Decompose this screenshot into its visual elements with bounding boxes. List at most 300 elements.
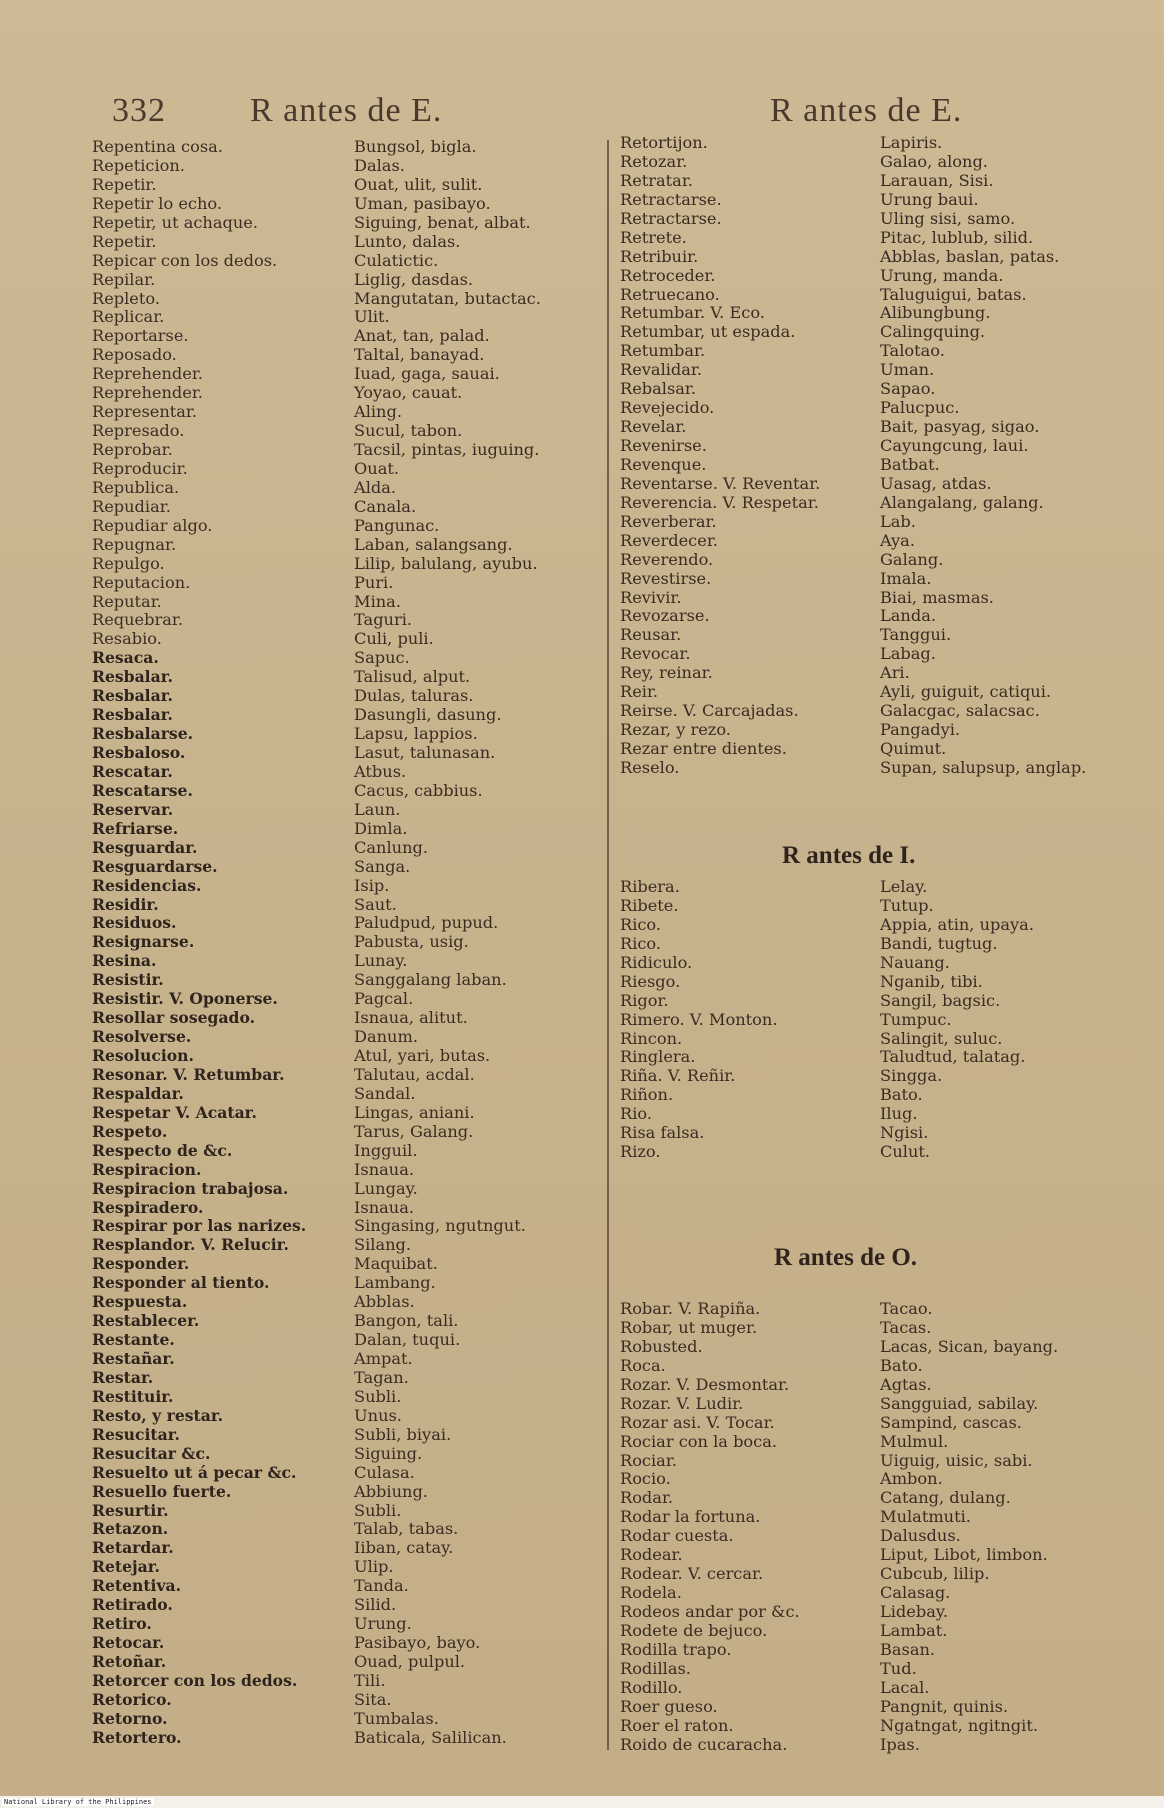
dictionary-entry bbox=[92, 1691, 592, 1710]
dictionary-entry bbox=[92, 1255, 592, 1274]
dictionary-entry bbox=[92, 403, 592, 422]
dictionary-entry bbox=[92, 1274, 592, 1293]
translation: Bait, pasyag, sigao. bbox=[880, 417, 1040, 437]
spanish-term: Roido de cucaracha. bbox=[620, 1734, 788, 1754]
spanish-term: Respiradero. bbox=[92, 1197, 204, 1217]
translation: Mulatmuti. bbox=[880, 1507, 971, 1527]
translation: Catang, dulang. bbox=[880, 1488, 1011, 1508]
dictionary-entry bbox=[92, 441, 592, 460]
spanish-term: Reprehender. bbox=[92, 364, 203, 384]
dictionary-entry bbox=[620, 494, 1160, 513]
translation: Ipas. bbox=[880, 1734, 920, 1754]
dictionary-entry bbox=[620, 645, 1160, 664]
spanish-term: Retentiva. bbox=[92, 1576, 182, 1596]
dictionary-entry bbox=[92, 1350, 592, 1369]
spanish-term: Reselo. bbox=[620, 757, 680, 777]
translation: Lunto, dalas. bbox=[354, 231, 461, 251]
dictionary-entry bbox=[92, 1426, 592, 1445]
spanish-term: Reportarse. bbox=[92, 326, 189, 346]
spanish-term: Retribuir. bbox=[620, 246, 699, 266]
translation: Silang. bbox=[354, 1235, 412, 1255]
translation: Abbiung. bbox=[354, 1481, 428, 1501]
dictionary-entry bbox=[92, 1464, 592, 1483]
spanish-term: Rezar, y rezo. bbox=[620, 720, 731, 740]
translation: Pagcal. bbox=[354, 989, 414, 1009]
spanish-term: Reprehender. bbox=[92, 383, 203, 403]
dictionary-entry bbox=[620, 399, 1160, 418]
dictionary-entry bbox=[620, 1124, 1160, 1143]
translation: Baticala, Salilican. bbox=[354, 1727, 507, 1747]
dictionary-entry bbox=[620, 1584, 1160, 1603]
dictionary-entry bbox=[620, 304, 1160, 323]
spanish-term: Ringlera. bbox=[620, 1047, 696, 1067]
spanish-term: Repetir lo echo. bbox=[92, 193, 223, 213]
dictionary-entry bbox=[620, 1622, 1160, 1641]
translation: Ouat, ulit, sulit. bbox=[354, 174, 483, 194]
dictionary-entry bbox=[92, 1180, 592, 1199]
translation: Laban, salangsang. bbox=[354, 534, 513, 554]
dictionary-entry bbox=[92, 1199, 592, 1218]
translation: Tacas. bbox=[880, 1317, 932, 1337]
dictionary-entry bbox=[92, 611, 592, 630]
translation: Uasag, atdas. bbox=[880, 473, 992, 493]
dictionary-entry bbox=[92, 1539, 592, 1558]
spanish-term: Revivir. bbox=[620, 587, 682, 607]
section-title-r-antes-de-i: R antes de I. bbox=[782, 842, 916, 869]
spanish-term: Rodar la fortuna. bbox=[620, 1507, 761, 1527]
spanish-term: Refriarse. bbox=[92, 818, 179, 838]
translation: Pitac, lublub, silid. bbox=[880, 227, 1034, 247]
spanish-term: Reprobar. bbox=[92, 440, 173, 459]
spanish-term: Respirar por las narizes. bbox=[92, 1216, 307, 1236]
translation: Isnaua. bbox=[354, 1197, 414, 1217]
spanish-term: Ribete. bbox=[620, 895, 679, 915]
spanish-term: Replicar. bbox=[92, 307, 165, 327]
translation: Taguri. bbox=[354, 610, 413, 630]
spanish-term: Retoñar. bbox=[92, 1652, 167, 1671]
spanish-term: Retumbar. V. Eco. bbox=[620, 303, 765, 323]
dictionary-entry bbox=[92, 176, 592, 195]
dictionary-entry bbox=[92, 1161, 592, 1180]
dictionary-entry bbox=[620, 172, 1160, 191]
translation: Biai, masmas. bbox=[880, 587, 994, 607]
spanish-term: Revocar. bbox=[620, 644, 691, 664]
translation: Ouad, pulpul. bbox=[354, 1652, 466, 1671]
spanish-term: Respuesta. bbox=[92, 1292, 188, 1312]
translation: Lapsu, lappios. bbox=[354, 724, 478, 744]
spanish-term: Resolucion. bbox=[92, 1046, 194, 1065]
dictionary-entry bbox=[92, 971, 592, 990]
dictionary-entry bbox=[92, 1520, 592, 1539]
spanish-term: Repudiar algo. bbox=[92, 515, 213, 535]
translation: Nganib, tibi. bbox=[880, 971, 983, 991]
translation: Maquibat. bbox=[354, 1254, 438, 1274]
dictionary-entry bbox=[620, 153, 1160, 172]
translation: Canlung. bbox=[354, 837, 428, 857]
translation: Mina. bbox=[354, 591, 401, 611]
spanish-term: Rodillas. bbox=[620, 1658, 691, 1678]
spanish-term: Respeto. bbox=[92, 1121, 168, 1141]
dictionary-entry bbox=[92, 460, 592, 479]
translation: Salingit, suluc. bbox=[880, 1028, 1003, 1048]
spanish-term: Retocar. bbox=[92, 1633, 165, 1653]
spanish-term: Represado. bbox=[92, 421, 185, 441]
spanish-term: Responder al tiento. bbox=[92, 1273, 270, 1293]
translation: Taludtud, talatag. bbox=[880, 1047, 1026, 1067]
translation: Culut. bbox=[880, 1142, 931, 1162]
dictionary-entry bbox=[92, 536, 592, 555]
translation: Lacal. bbox=[880, 1677, 930, 1697]
dictionary-entry bbox=[620, 1527, 1160, 1546]
translation: Tanggui. bbox=[880, 625, 952, 645]
spanish-term: Rescatarse. bbox=[92, 780, 193, 800]
translation: Tarus, Galang. bbox=[354, 1121, 474, 1141]
translation: Pangadyi. bbox=[880, 720, 961, 740]
translation: Talotao. bbox=[880, 341, 945, 361]
translation: Talab, tabas. bbox=[354, 1519, 459, 1539]
spanish-term: Rico. bbox=[620, 914, 662, 934]
dictionary-entry bbox=[92, 1558, 592, 1577]
translation: Bato. bbox=[880, 1355, 923, 1375]
spanish-term: Restañar. bbox=[92, 1349, 175, 1368]
spanish-term: Retorcer con los dedos. bbox=[92, 1670, 298, 1690]
page-number: 332 bbox=[112, 92, 166, 129]
dictionary-entry bbox=[92, 649, 592, 668]
translation: Culasa. bbox=[354, 1462, 415, 1482]
spanish-term: Reusar. bbox=[620, 625, 682, 645]
spanish-term: Retumbar, ut espada. bbox=[620, 322, 796, 342]
dictionary-entry bbox=[620, 418, 1160, 437]
spanish-term: Repleto. bbox=[92, 288, 160, 308]
spanish-term: Retruecano. bbox=[620, 284, 720, 304]
translation: Sanga. bbox=[354, 856, 411, 876]
spanish-term: Revenque. bbox=[620, 454, 707, 474]
spanish-term: Ribera. bbox=[620, 877, 680, 896]
dictionary-entry bbox=[620, 1433, 1160, 1452]
translation: Lambang. bbox=[354, 1273, 436, 1293]
translation: Dulas, taluras. bbox=[354, 686, 474, 706]
translation: Mangutatan, butactac. bbox=[354, 288, 541, 308]
spanish-term: Resbaloso. bbox=[92, 743, 186, 762]
dictionary-entry bbox=[620, 664, 1160, 683]
spanish-term: Resignarse. bbox=[92, 932, 195, 952]
spanish-term: Retozar. bbox=[620, 151, 688, 171]
translation: Landa. bbox=[880, 606, 936, 626]
translation: Taluguigui, batas. bbox=[880, 284, 1027, 304]
translation: Cubcub, lilip. bbox=[880, 1564, 990, 1584]
translation: Pangnit, quinis. bbox=[880, 1696, 1009, 1716]
translation: Tacsil, pintas, iuguing. bbox=[354, 440, 540, 459]
dictionary-entry bbox=[92, 839, 592, 858]
dictionary-entry bbox=[92, 858, 592, 877]
translation: Mulmul. bbox=[880, 1431, 949, 1451]
dictionary-entry bbox=[620, 1376, 1160, 1395]
dictionary-entry bbox=[620, 916, 1160, 935]
spanish-term: Reverberar. bbox=[620, 511, 717, 531]
dictionary-entry bbox=[620, 1338, 1160, 1357]
dictionary-entry bbox=[620, 1011, 1160, 1030]
translation: Tagan. bbox=[354, 1367, 409, 1387]
translation: Singga. bbox=[880, 1066, 943, 1086]
translation: Sangil, bagsic. bbox=[880, 990, 1001, 1010]
dictionary-entry bbox=[92, 1312, 592, 1331]
translation: Aya. bbox=[880, 530, 915, 550]
translation: Aling. bbox=[354, 402, 402, 422]
spanish-term: Risa falsa. bbox=[620, 1123, 705, 1143]
dictionary-entry bbox=[620, 759, 1160, 778]
spanish-term: Robar. V. Rapiña. bbox=[620, 1299, 761, 1318]
translation: Sanggalang laban. bbox=[354, 970, 507, 990]
dictionary-entry bbox=[92, 914, 592, 933]
translation: Cacus, cabbius. bbox=[354, 780, 483, 800]
translation: Calasag. bbox=[880, 1583, 951, 1603]
translation: Isip. bbox=[354, 875, 390, 895]
dictionary-entry bbox=[92, 763, 592, 782]
translation: Batbat. bbox=[880, 454, 940, 474]
translation: Urung baui. bbox=[880, 189, 979, 209]
spanish-term: Repudiar. bbox=[92, 496, 171, 516]
dictionary-entry bbox=[92, 517, 592, 536]
translation: Isnaua, alitut. bbox=[354, 1008, 468, 1028]
spanish-term: Respaldar. bbox=[92, 1083, 184, 1103]
spanish-term: Resolverse. bbox=[92, 1027, 192, 1047]
right-column-entries-i bbox=[620, 878, 1160, 1162]
dictionary-entry bbox=[92, 1293, 592, 1312]
spanish-term: Reputacion. bbox=[92, 572, 191, 592]
translation: Galacgac, salacsac. bbox=[880, 701, 1040, 721]
dictionary-entry bbox=[92, 877, 592, 896]
spanish-term: Rociar con la boca. bbox=[620, 1431, 778, 1451]
dictionary-entry bbox=[92, 1634, 592, 1653]
spanish-term: Retortero. bbox=[92, 1727, 182, 1747]
dictionary-entry bbox=[620, 286, 1160, 305]
translation: Ingguil. bbox=[354, 1140, 418, 1160]
section-title-r-antes-de-o: R antes de O. bbox=[774, 1244, 918, 1271]
dictionary-entry bbox=[620, 1698, 1160, 1717]
spanish-term: Reverdecer. bbox=[620, 530, 718, 550]
translation: Ambon. bbox=[880, 1469, 943, 1489]
spanish-term: Repetir, ut achaque. bbox=[92, 212, 259, 232]
dictionary-entry bbox=[92, 593, 592, 612]
spanish-term: Rodar. bbox=[620, 1488, 674, 1508]
dictionary-entry bbox=[92, 1596, 592, 1615]
translation: Bungsol, bigla. bbox=[354, 137, 477, 156]
dictionary-entry bbox=[620, 1660, 1160, 1679]
dictionary-entry bbox=[92, 422, 592, 441]
spanish-term: Rescatar. bbox=[92, 761, 173, 781]
right-header-title: R antes de E. bbox=[770, 92, 963, 129]
dictionary-entry bbox=[620, 1300, 1160, 1319]
spanish-term: Rodar cuesta. bbox=[620, 1526, 734, 1546]
dictionary-entry bbox=[620, 1679, 1160, 1698]
translation: Lungay. bbox=[354, 1178, 418, 1198]
translation: Atul, yari, butas. bbox=[354, 1046, 491, 1065]
dictionary-entry bbox=[92, 1047, 592, 1066]
dictionary-entry bbox=[92, 725, 592, 744]
translation: Ulit. bbox=[354, 307, 390, 327]
dictionary-entry bbox=[620, 323, 1160, 342]
dictionary-entry bbox=[92, 252, 592, 271]
dictionary-entry bbox=[92, 479, 592, 498]
dictionary-entry bbox=[620, 361, 1160, 380]
translation: Galao, along. bbox=[880, 151, 988, 171]
translation: Abblas, baslan, patas. bbox=[880, 246, 1060, 266]
translation: Labag. bbox=[880, 644, 936, 664]
spanish-term: Rodillo. bbox=[620, 1677, 683, 1697]
spanish-term: Resbalar. bbox=[92, 686, 173, 706]
spanish-term: Resina. bbox=[92, 951, 157, 971]
dictionary-entry bbox=[620, 878, 1160, 897]
dictionary-entry bbox=[620, 897, 1160, 916]
dictionary-entry bbox=[620, 1414, 1160, 1433]
spanish-term: Rizo. bbox=[620, 1142, 661, 1162]
dictionary-entry bbox=[92, 1672, 592, 1691]
dictionary-entry bbox=[92, 555, 592, 574]
translation: Alibungbung. bbox=[880, 303, 991, 323]
translation: Lambat. bbox=[880, 1620, 948, 1640]
spanish-term: Robusted. bbox=[620, 1336, 703, 1356]
translation: Anat, tan, palad. bbox=[354, 326, 490, 346]
spanish-term: Retractarse. bbox=[620, 189, 722, 209]
dictionary-entry bbox=[92, 687, 592, 706]
dictionary-entry bbox=[92, 138, 592, 157]
translation: Uling sisi, samo. bbox=[880, 208, 1016, 228]
dictionary-entry bbox=[92, 1142, 592, 1161]
translation: Subli. bbox=[354, 1500, 402, 1520]
spanish-term: Rico. bbox=[620, 933, 662, 953]
spanish-term: Reposado. bbox=[92, 345, 177, 365]
spanish-term: Ridiculo. bbox=[620, 952, 693, 972]
dictionary-entry bbox=[92, 1066, 592, 1085]
spanish-term: Rezar entre dientes. bbox=[620, 739, 787, 758]
spanish-term: Retejar. bbox=[92, 1557, 160, 1577]
translation: Urung. bbox=[354, 1614, 412, 1634]
spanish-term: Rodela. bbox=[620, 1583, 682, 1603]
translation: Dasungli, dasung. bbox=[354, 705, 502, 725]
spanish-term: Retazon. bbox=[92, 1519, 169, 1539]
spanish-term: Reir. bbox=[620, 682, 659, 702]
dictionary-entry bbox=[92, 933, 592, 952]
spanish-term: Responder. bbox=[92, 1254, 190, 1274]
dictionary-entry bbox=[620, 683, 1160, 702]
dictionary-entry bbox=[620, 1357, 1160, 1376]
spanish-term: Retortijon. bbox=[620, 133, 708, 152]
translation: Uman. bbox=[880, 360, 935, 380]
translation: Tacao. bbox=[880, 1299, 933, 1318]
spanish-term: Retorico. bbox=[92, 1689, 172, 1709]
spanish-term: Roer el raton. bbox=[620, 1715, 734, 1735]
dictionary-entry bbox=[92, 1729, 592, 1748]
translation: Subli. bbox=[354, 1386, 402, 1406]
translation: Palucpuc. bbox=[880, 398, 960, 418]
dictionary-entry bbox=[620, 1470, 1160, 1489]
dictionary-entry bbox=[620, 740, 1160, 759]
spanish-term: Reirse. V. Carcajadas. bbox=[620, 701, 799, 721]
translation: Imala. bbox=[880, 568, 932, 588]
spanish-term: Repulgo. bbox=[92, 553, 165, 573]
translation: Pangunac. bbox=[354, 515, 440, 535]
dictionary-entry bbox=[620, 1048, 1160, 1067]
dictionary-entry bbox=[92, 327, 592, 346]
dictionary-entry bbox=[620, 570, 1160, 589]
spanish-term: Retumbar. bbox=[620, 341, 706, 361]
dictionary-entry bbox=[620, 456, 1160, 475]
dictionary-entry bbox=[620, 1603, 1160, 1622]
spanish-term: Roer gueso. bbox=[620, 1696, 718, 1716]
translation: Silid. bbox=[354, 1595, 397, 1615]
dictionary-entry bbox=[620, 229, 1160, 248]
spanish-term: Rodear. bbox=[620, 1545, 683, 1565]
spanish-term: Rozar. V. Ludir. bbox=[620, 1393, 744, 1413]
dictionary-entry bbox=[620, 342, 1160, 361]
translation: Ulip. bbox=[354, 1557, 394, 1577]
spanish-term: Resguardarse. bbox=[92, 856, 218, 876]
translation: Abblas. bbox=[354, 1292, 415, 1312]
spanish-term: Residir. bbox=[92, 894, 159, 914]
dictionary-entry bbox=[620, 1641, 1160, 1660]
spanish-term: Resonar. V. Retumbar. bbox=[92, 1064, 285, 1084]
translation: Singasing, ngutngut. bbox=[354, 1216, 526, 1236]
dictionary-entry bbox=[92, 820, 592, 839]
dictionary-entry bbox=[620, 437, 1160, 456]
dictionary-entry bbox=[92, 1483, 592, 1502]
dictionary-entry bbox=[92, 801, 592, 820]
translation: Bangon, tali. bbox=[354, 1311, 459, 1331]
translation: Supan, salupsup, anglap. bbox=[880, 757, 1087, 777]
left-column-entries bbox=[92, 138, 592, 1748]
translation: Dalusdus. bbox=[880, 1526, 961, 1546]
dictionary-entry bbox=[92, 574, 592, 593]
spanish-term: Riñon. bbox=[620, 1085, 674, 1105]
dictionary-entry bbox=[620, 248, 1160, 267]
dictionary-entry bbox=[620, 973, 1160, 992]
translation: Appia, atin, upaya. bbox=[880, 914, 1034, 934]
translation: Ampat. bbox=[354, 1349, 413, 1368]
dictionary-entry bbox=[92, 952, 592, 971]
spanish-term: Rodilla trapo. bbox=[620, 1639, 732, 1659]
spanish-term: Rozar. V. Desmontar. bbox=[620, 1374, 790, 1394]
dictionary-entry bbox=[92, 1028, 592, 1047]
spanish-term: Roca. bbox=[620, 1355, 666, 1375]
dictionary-entry bbox=[92, 1710, 592, 1729]
spanish-term: Resguardar. bbox=[92, 837, 198, 857]
spanish-term: Resaca. bbox=[92, 648, 159, 668]
spanish-term: Rozar asi. V. Tocar. bbox=[620, 1412, 775, 1432]
translation: Dimla. bbox=[354, 818, 408, 838]
dictionary-entry bbox=[92, 346, 592, 365]
dictionary-entry bbox=[620, 475, 1160, 494]
dictionary-entry bbox=[620, 267, 1160, 286]
dictionary-entry bbox=[620, 532, 1160, 551]
translation: Tud. bbox=[880, 1658, 917, 1678]
spanish-term: Resucitar &c. bbox=[92, 1443, 211, 1463]
translation: Sangguiad, sabilay. bbox=[880, 1393, 1039, 1413]
spanish-term: Revenirse. bbox=[620, 436, 707, 455]
translation: Laun. bbox=[354, 799, 401, 819]
spanish-term: Retardar. bbox=[92, 1538, 174, 1558]
translation: Talisud, alput. bbox=[354, 667, 471, 687]
translation: Ouat. bbox=[354, 458, 399, 478]
translation: Tili. bbox=[354, 1670, 386, 1690]
translation: Culi, puli. bbox=[354, 629, 434, 649]
spanish-term: Rimero. V. Monton. bbox=[620, 1009, 778, 1029]
dictionary-entry bbox=[92, 308, 592, 327]
dictionary-entry bbox=[620, 1395, 1160, 1414]
spanish-term: Repetir. bbox=[92, 231, 157, 251]
spanish-term: Resucitar. bbox=[92, 1424, 180, 1444]
dictionary-entry bbox=[92, 1369, 592, 1388]
translation: Ari. bbox=[880, 663, 910, 683]
